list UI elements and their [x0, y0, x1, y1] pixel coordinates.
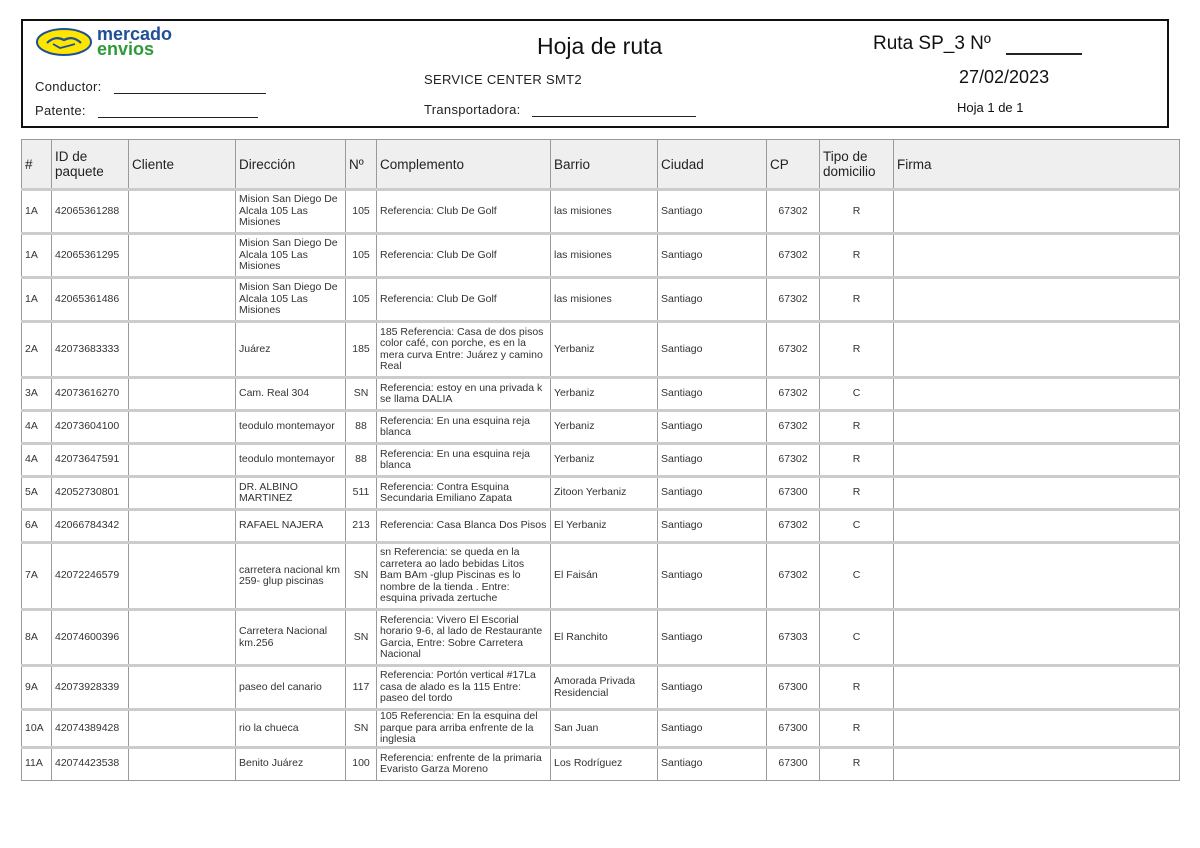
row-cp: 67302	[767, 278, 820, 322]
row-tipo-domicilio: R	[820, 666, 894, 710]
page-count: Hoja 1 de 1	[957, 100, 1024, 115]
row-cliente	[129, 378, 236, 411]
row-firma-field[interactable]	[894, 278, 1180, 322]
route-date: 27/02/2023	[959, 67, 1050, 87]
row-tipo-domicilio: R	[820, 278, 894, 322]
col-header-firma: Firma	[894, 140, 1180, 190]
row-package-id: 42074600396	[52, 610, 129, 666]
row-tipo-domicilio: R	[820, 444, 894, 477]
row-barrio: San Juan	[551, 710, 658, 748]
row-direccion: Mision San Diego De Alcala 105 Las Misiones	[236, 234, 346, 278]
row-package-id: 42065361486	[52, 278, 129, 322]
row-num: 8A	[22, 610, 52, 666]
row-ciudad: Santiago	[658, 666, 767, 710]
row-barrio: Yerbaniz	[551, 411, 658, 444]
row-firma-field[interactable]	[894, 666, 1180, 710]
row-tipo-domicilio: R	[820, 710, 894, 748]
row-cp: 67300	[767, 747, 820, 780]
row-numero: 88	[346, 411, 377, 444]
row-num: 9A	[22, 666, 52, 710]
row-ciudad: Santiago	[658, 510, 767, 543]
row-cp: 67302	[767, 190, 820, 234]
table-row	[22, 477, 1180, 510]
row-numero: SN	[346, 543, 377, 610]
col-header-barrio: Barrio	[551, 140, 658, 190]
row-ciudad: Santiago	[658, 477, 767, 510]
row-numero: 185	[346, 322, 377, 378]
row-direccion: Benito Juárez	[236, 747, 346, 780]
route-sheet-header	[21, 19, 1169, 128]
row-cp: 67302	[767, 510, 820, 543]
row-cliente	[129, 190, 236, 234]
row-complemento: sn Referencia: se queda en la carretera ao lado bebidas Litos Bam BAm -glup Piscinas es lo nombre de la tienda . Entre: esquina privada zertuche	[377, 543, 551, 610]
row-complemento: 185 Referencia: Casa de dos pisos color café, con porche, es en la mera curva Entre: Juárez y camino Real	[377, 322, 551, 378]
logo-text	[97, 24, 173, 59]
row-numero: SN	[346, 610, 377, 666]
row-cp: 67302	[767, 411, 820, 444]
row-cp: 67302	[767, 322, 820, 378]
row-barrio: Yerbaniz	[551, 444, 658, 477]
col-header-cp: CP	[767, 140, 820, 190]
row-cp: 67303	[767, 610, 820, 666]
table-row	[22, 543, 1180, 610]
row-tipo-domicilio: C	[820, 610, 894, 666]
table-row	[22, 378, 1180, 411]
row-cliente	[129, 234, 236, 278]
row-cliente	[129, 666, 236, 710]
row-package-id: 42073683333	[52, 322, 129, 378]
row-package-id: 42065361295	[52, 234, 129, 278]
row-direccion: teodulo montemayor	[236, 444, 346, 477]
table-row	[22, 234, 1180, 278]
row-cp: 67302	[767, 543, 820, 610]
row-firma-field[interactable]	[894, 610, 1180, 666]
col-header-numero: Nº	[346, 140, 377, 190]
row-barrio: Los Rodríguez	[551, 747, 658, 780]
row-num: 11A	[22, 747, 52, 780]
row-ciudad: Santiago	[658, 710, 767, 748]
row-numero: 105	[346, 278, 377, 322]
table-row	[22, 444, 1180, 477]
row-tipo-domicilio: R	[820, 477, 894, 510]
col-header-ciudad: Ciudad	[658, 140, 767, 190]
service-center: SERVICE CENTER SMT2	[424, 72, 582, 87]
row-tipo-domicilio: R	[820, 234, 894, 278]
row-firma-field[interactable]	[894, 444, 1180, 477]
row-ciudad: Santiago	[658, 543, 767, 610]
row-package-id: 42065361288	[52, 190, 129, 234]
row-direccion: Carretera Nacional km.256	[236, 610, 346, 666]
row-complemento: Referencia: Portón vertical #17La casa de alado es la 115 Entre: paseo del tordo	[377, 666, 551, 710]
row-package-id: 42074389428	[52, 710, 129, 748]
col-header-direccion: Dirección	[236, 140, 346, 190]
row-barrio: las misiones	[551, 278, 658, 322]
row-cliente	[129, 322, 236, 378]
row-direccion: Juárez	[236, 322, 346, 378]
row-firma-field[interactable]	[894, 543, 1180, 610]
table-row	[22, 710, 1180, 748]
route-number	[873, 33, 1082, 55]
row-complemento: Referencia: Club De Golf	[377, 278, 551, 322]
logo-text-mercado: mercado	[97, 24, 173, 44]
row-complemento: Referencia: enfrente de la primaria Evaristo Garza Moreno	[377, 747, 551, 780]
row-cp: 67300	[767, 477, 820, 510]
transportadora-label: Transportadora:	[424, 102, 521, 117]
row-cp: 67300	[767, 710, 820, 748]
row-direccion: DR. ALBINO MARTINEZ	[236, 477, 346, 510]
row-direccion: Mision San Diego De Alcala 105 Las Misiones	[236, 278, 346, 322]
row-complemento: Referencia: Vivero El Escorial horario 9-6, al lado de Restaurante Garcia, Entre: Sobre Carretera Nacional	[377, 610, 551, 666]
patente-field	[35, 103, 258, 118]
table-row	[22, 510, 1180, 543]
row-barrio: El Faisán	[551, 543, 658, 610]
delivery-table	[21, 139, 1180, 781]
col-header-num: #	[22, 140, 52, 190]
table-row	[22, 666, 1180, 710]
row-numero: 213	[346, 510, 377, 543]
handshake-logo-icon	[35, 27, 93, 57]
row-ciudad: Santiago	[658, 610, 767, 666]
transportadora-field	[424, 102, 696, 117]
table-row	[22, 610, 1180, 666]
col-header-cliente: Cliente	[129, 140, 236, 190]
table-row	[22, 411, 1180, 444]
row-num: 1A	[22, 278, 52, 322]
patente-blank-line	[98, 117, 258, 118]
row-direccion: teodulo montemayor	[236, 411, 346, 444]
row-complemento: 105 Referencia: En la esquina del parque para arriba enfrente de la inglesia	[377, 710, 551, 748]
row-num: 10A	[22, 710, 52, 748]
row-firma-field[interactable]	[894, 510, 1180, 543]
table-row	[22, 278, 1180, 322]
row-cliente	[129, 543, 236, 610]
page-title: Hoja de ruta	[537, 33, 663, 59]
row-tipo-domicilio: R	[820, 322, 894, 378]
row-package-id: 42073616270	[52, 378, 129, 411]
row-complemento: Referencia: En una esquina reja blanca	[377, 444, 551, 477]
row-direccion: Cam. Real 304	[236, 378, 346, 411]
row-barrio: Yerbaniz	[551, 378, 658, 411]
col-header-complemento: Complemento	[377, 140, 551, 190]
row-direccion: RAFAEL NAJERA	[236, 510, 346, 543]
row-complemento: Referencia: En una esquina reja blanca	[377, 411, 551, 444]
row-numero: 117	[346, 666, 377, 710]
conductor-blank-line	[114, 93, 266, 94]
row-firma-field[interactable]	[894, 322, 1180, 378]
row-numero: SN	[346, 710, 377, 748]
row-num: 4A	[22, 411, 52, 444]
row-tipo-domicilio: C	[820, 378, 894, 411]
row-cp: 67302	[767, 444, 820, 477]
row-package-id: 42074423538	[52, 747, 129, 780]
row-barrio: Zitoon Yerbaniz	[551, 477, 658, 510]
row-cp: 67300	[767, 666, 820, 710]
row-barrio: las misiones	[551, 234, 658, 278]
row-barrio: El Yerbaniz	[551, 510, 658, 543]
row-cliente	[129, 411, 236, 444]
row-direccion: carretera nacional km 259- glup piscinas	[236, 543, 346, 610]
row-firma-field[interactable]	[894, 190, 1180, 234]
mercado-envios-logo	[35, 24, 173, 59]
row-cliente	[129, 710, 236, 748]
row-direccion: rio la chueca	[236, 710, 346, 748]
row-tipo-domicilio: R	[820, 411, 894, 444]
row-barrio: Yerbaniz	[551, 322, 658, 378]
row-complemento: Referencia: estoy en una privada k se llama DALIA	[377, 378, 551, 411]
row-firma-field[interactable]	[894, 710, 1180, 748]
col-header-id: ID de paquete	[52, 140, 129, 190]
row-numero: 88	[346, 444, 377, 477]
row-numero: 511	[346, 477, 377, 510]
col-header-tipo: Tipo de domicilio	[820, 140, 894, 190]
row-cp: 67302	[767, 234, 820, 278]
row-cliente	[129, 477, 236, 510]
row-tipo-domicilio: R	[820, 747, 894, 780]
row-ciudad: Santiago	[658, 378, 767, 411]
row-ciudad: Santiago	[658, 322, 767, 378]
row-package-id: 42073604100	[52, 411, 129, 444]
row-numero: SN	[346, 378, 377, 411]
table-row	[22, 322, 1180, 378]
table-row	[22, 190, 1180, 234]
logo-text-envios: envios	[97, 39, 155, 59]
row-package-id: 42066784342	[52, 510, 129, 543]
row-barrio: El Ranchito	[551, 610, 658, 666]
row-direccion: Mision San Diego De Alcala 105 Las Misiones	[236, 190, 346, 234]
conductor-label: Conductor:	[35, 79, 102, 94]
row-firma-field[interactable]	[894, 234, 1180, 278]
row-complemento: Referencia: Club De Golf	[377, 190, 551, 234]
row-ciudad: Santiago	[658, 411, 767, 444]
row-firma-field[interactable]	[894, 477, 1180, 510]
row-num: 3A	[22, 378, 52, 411]
row-barrio: Amorada Privada Residencial	[551, 666, 658, 710]
row-ciudad: Santiago	[658, 234, 767, 278]
table-row	[22, 747, 1180, 780]
patente-label: Patente:	[35, 103, 86, 118]
row-complemento: Referencia: Club De Golf	[377, 234, 551, 278]
row-ciudad: Santiago	[658, 444, 767, 477]
row-firma-field[interactable]	[894, 411, 1180, 444]
row-numero: 105	[346, 234, 377, 278]
row-complemento: Referencia: Casa Blanca Dos Pisos	[377, 510, 551, 543]
conductor-field	[35, 79, 266, 94]
table-header-row	[22, 140, 1180, 190]
row-tipo-domicilio: C	[820, 543, 894, 610]
row-ciudad: Santiago	[658, 278, 767, 322]
row-package-id: 42073928339	[52, 666, 129, 710]
row-num: 5A	[22, 477, 52, 510]
route-label: Ruta SP_3 Nº	[873, 33, 991, 54]
row-complemento: Referencia: Contra Esquina Secundaria Emiliano Zapata	[377, 477, 551, 510]
row-cliente	[129, 610, 236, 666]
row-num: 6A	[22, 510, 52, 543]
row-cliente	[129, 278, 236, 322]
row-num: 1A	[22, 234, 52, 278]
row-ciudad: Santiago	[658, 190, 767, 234]
row-ciudad: Santiago	[658, 747, 767, 780]
row-numero: 105	[346, 190, 377, 234]
row-tipo-domicilio: R	[820, 190, 894, 234]
row-num: 7A	[22, 543, 52, 610]
row-cliente	[129, 444, 236, 477]
transportadora-blank-line	[532, 116, 696, 117]
row-package-id: 42052730801	[52, 477, 129, 510]
row-numero: 100	[346, 747, 377, 780]
row-firma-field[interactable]	[894, 378, 1180, 411]
row-package-id: 42073647591	[52, 444, 129, 477]
row-package-id: 42072246579	[52, 543, 129, 610]
table-body	[22, 190, 1180, 781]
row-cp: 67302	[767, 378, 820, 411]
row-tipo-domicilio: C	[820, 510, 894, 543]
row-cliente	[129, 510, 236, 543]
row-firma-field[interactable]	[894, 747, 1180, 780]
row-direccion: paseo del canario	[236, 666, 346, 710]
row-cliente	[129, 747, 236, 780]
route-blank-line	[1006, 53, 1082, 55]
row-barrio: las misiones	[551, 190, 658, 234]
row-num: 4A	[22, 444, 52, 477]
row-num: 1A	[22, 190, 52, 234]
row-num: 2A	[22, 322, 52, 378]
